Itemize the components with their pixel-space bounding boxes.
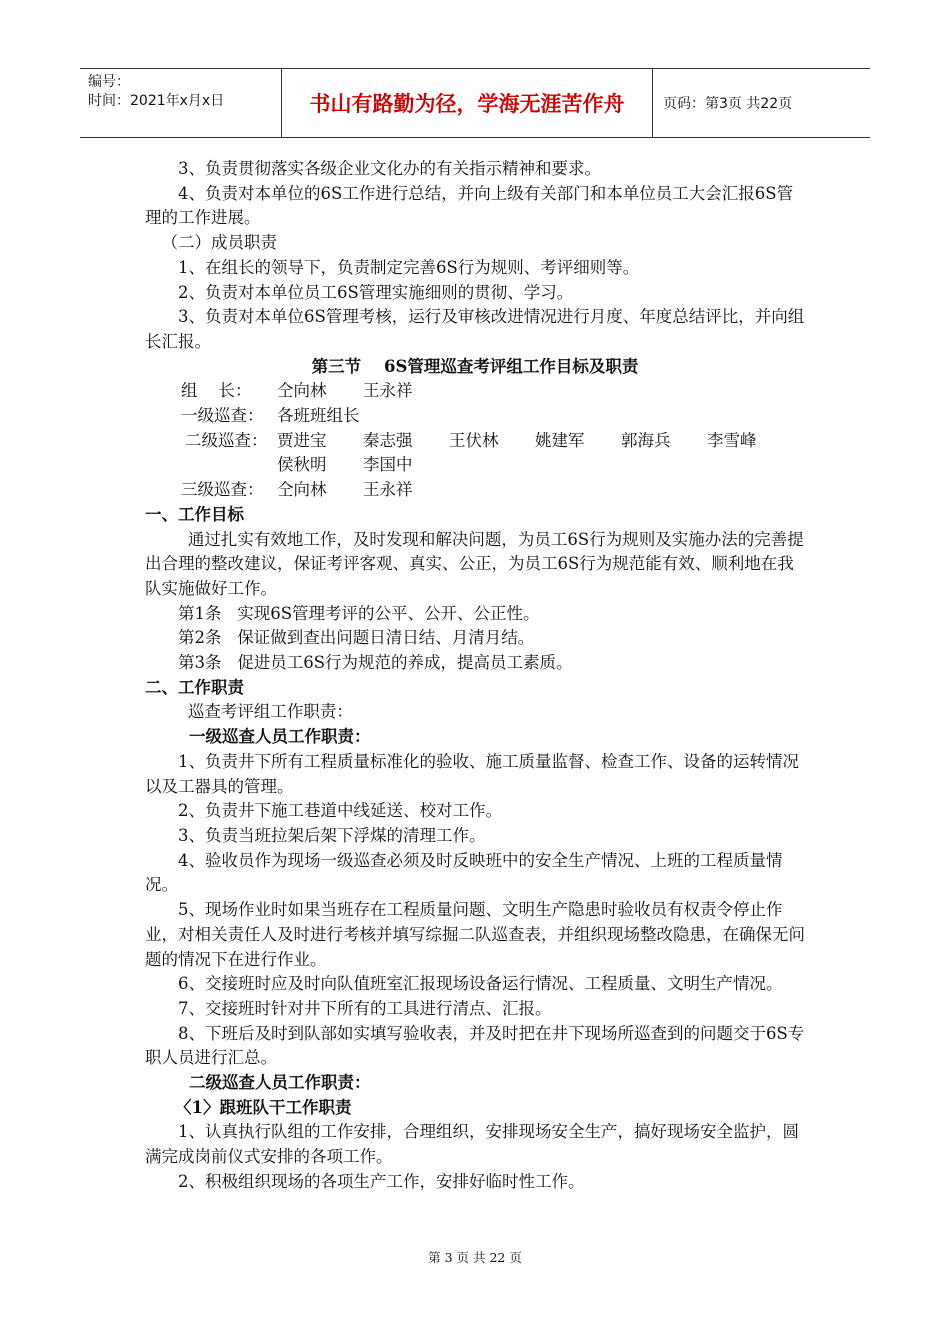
page-header [80,68,870,138]
lv1-value: 各班班组长 [277,406,360,426]
paragraph: 3、负责对本单位6S管理考核，运行及审核改进情况进行月度、年度总结评比，并向组长汇报。 [145,307,805,351]
paragraph: 3、负责当班拉架后架下浮煤的清理工作。 [178,825,486,845]
article: 第3条 促进员工6S行为规范的养成，提高员工素质。 [178,653,573,673]
header-meta [80,69,282,137]
paragraph: 通过扎实有效地工作，及时发现和解决问题，为员工6S行为规则及实施办法的完善提出合理的整改建议，保证考评客观、真实、公正，为员工6S行为规范能有效、顺利地在我队实施做好工作。 [145,529,804,598]
leader-row [145,379,805,404]
section-title: 第三节 6S管理巡查考评组工作目标及职责 [311,356,639,376]
article: 第2条 保证做到查出问题日清日结、月清月结。 [178,628,535,648]
leader-label: 组 长： [181,381,252,401]
subheading: （二）成员职责 [161,233,277,253]
member-name: 仝向林 [277,480,327,500]
member-name: 李国中 [363,455,413,475]
member-name: 李雪峰 [707,430,757,450]
member-name: 郭海兵 [621,430,671,450]
date-label: 时间：2021年x月x日 [88,93,225,109]
member-name: 秦志强 [363,430,413,450]
paragraph: 1、负责井下所有工程质量标准化的验收、施工质量监督、检查工作、设备的运转情况以及工器具的管理。 [145,751,799,796]
paragraph: 7、交接班时针对井下所有的工具进行清点、汇报。 [178,998,552,1018]
paragraph: 2、负责井下施工巷道中线延送、校对工作。 [178,801,502,821]
member-name: 王伏林 [449,430,499,450]
lv2-label: 二级巡查： [185,430,268,450]
document-body [145,157,805,1195]
paragraph: 2、负责对本单位员工6S管理实施细则的贯彻、学习。 [178,282,574,302]
paragraph: 8、下班后及时到队部如实填写验收表，并及时把在井下现场所巡查到的问题交于6S专职人员进行汇总。 [145,1023,805,1068]
lv1-label: 一级巡查： [181,406,264,426]
paragraph: 1、认真执行队组的工作安排，合理组织，安排现场安全生产，搞好现场安全监护，圆满完成岗前仪式安排的各项工作。 [145,1122,799,1167]
member-name: 王永祥 [363,480,413,500]
heading-lv2-sub: 〈1〉跟班队干工作职责 [175,1097,352,1117]
paragraph: 巡查考评组工作职责： [187,702,353,722]
paragraph: 5、现场作业时如果当班存在工程质量问题、文明生产隐患时验收员有权责令停止作业，对相关责任人及时进行考核并填写综掘二队巡查表，并组织现场整改隐患，在确保无问题的情况下在进行作业。 [145,900,805,969]
member-name: 仝向林 [277,381,327,401]
member-name: 王永祥 [363,381,413,401]
code-label: 编号： [88,74,130,90]
header-page-label: 页码：第3页 共22页 [663,96,793,112]
lv2-row [145,429,805,478]
heading-goal: 一、工作目标 [145,504,244,524]
heading-lv2: 二级巡查人员工作职责： [189,1073,371,1093]
heading-lv1: 一级巡查人员工作职责： [189,727,371,747]
paragraph: 3、负责贯彻落实各级企业文化办的有关指示精神和要求。 [178,159,601,178]
lv3-label: 三级巡查： [181,480,264,500]
paragraph: 6、交接班时应及时向队值班室汇报现场设备运行情况、工程质量、文明生产情况。 [178,974,783,994]
article: 第1条 实现6S管理考评的公平、公开、公正性。 [178,603,540,623]
lv1-row [145,404,805,429]
member-name: 姚建军 [535,430,585,450]
header-motto: 书山有路勤为径，学海无涯苦作舟 [282,69,653,137]
paragraph: 4、验收员作为现场一级巡查必须及时反映班中的安全生产情况、上班的工程质量情况。 [145,850,783,895]
lv3-row [145,478,805,503]
page-footer: 第 3 页 共 22 页 [428,1250,522,1265]
member-name: 贾进宝 [277,430,327,450]
heading-duty: 二、工作职责 [145,677,244,697]
paragraph: 4、负责对本单位的6S工作进行总结，并向上级有关部门和本单位员工大会汇报6S管理的工作进展。 [145,183,794,228]
paragraph: 2、积极组织现场的各项生产工作，安排好临时性工作。 [178,1171,585,1191]
member-name: 侯秋明 [277,455,327,475]
paragraph: 1、在组长的领导下，负责制定完善6S行为规则、考评细则等。 [178,257,640,277]
